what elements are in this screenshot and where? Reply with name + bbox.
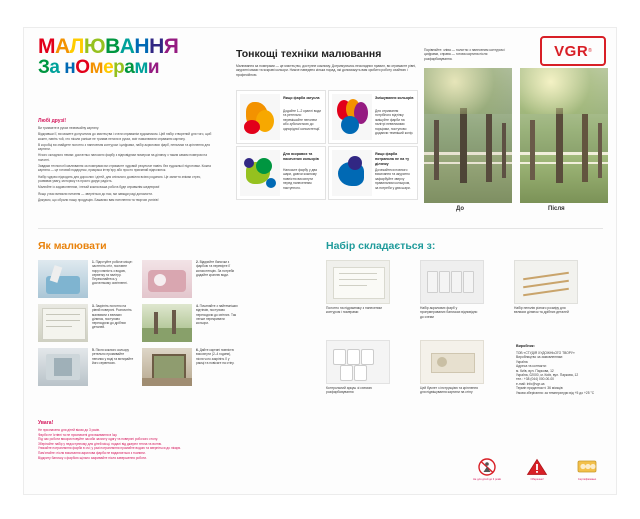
technique-heading: Тонкощі техніки малювання xyxy=(236,48,382,60)
how-step-5 xyxy=(92,348,134,365)
letter-paragraph: Якщо у вас виникли питання — зверніться до нас, ми завжди раді допомогти. xyxy=(38,191,153,196)
company-line: ТОВ «СТУДІЯ ХУДОЖНЬОГО ТВОРУ» xyxy=(516,351,575,355)
title-letter: Н xyxy=(134,35,150,58)
warning-triangle-caption: Обережно! xyxy=(530,478,544,481)
vgr-logo-text: VGR xyxy=(554,42,589,60)
title-letter: А xyxy=(119,35,135,58)
letter-paragraph: Нічого складного немає: достатньо наносити фарбу з відповідним номером на ділянку з таким самим номером на полотні. xyxy=(38,153,207,162)
kit-image-5 xyxy=(420,340,484,384)
company-line: Термін придатності: 36 місяців xyxy=(516,386,563,391)
technique-card-1 xyxy=(236,90,326,144)
certified-icon xyxy=(576,458,598,476)
letter-paragraph: В коробці ви знайдете полотно з нанесеним контуром і цифрами, набір акрилових фарб, пензлики та кріплення для картини. xyxy=(38,142,210,152)
warning-line: Під час роботи використовуйте засоби захисту одягу та поверхні робочого столу. xyxy=(38,437,158,442)
preview-note: Порівняйте: зліва — полотно з нанесеним контуром і цифрами, справа — готова картина після розфарбовування. xyxy=(424,48,506,61)
kit-heading: Набір складається з: xyxy=(326,240,436,252)
how-step-3-text: Закріпіть полотно на рівній поверхні. Розпочніть малювати з великих ділянок, поступово переходячи до дрібних деталей. xyxy=(92,304,132,330)
company-line: e-mail: info@vgr.ua xyxy=(516,381,545,386)
technique-card-2-title: Змішування кольорів xyxy=(375,96,414,100)
warning-line: Відкриту баночку з фарбою щільно закривайте після завершення роботи. xyxy=(38,455,147,460)
title-letter: М xyxy=(38,35,55,58)
title-letter: А xyxy=(55,35,70,58)
how-step-4-num: 4. xyxy=(196,304,199,308)
warning-line: Зберігайте набір у недоступному для дітей місці, подалі від джерел тепла та вогню. xyxy=(38,441,162,446)
title-letter: Л xyxy=(69,35,84,58)
warning-line: Пам'ятайте: після висихання акрилова фарба не видаляється з тканини. xyxy=(38,450,146,455)
technique-image-2 xyxy=(332,94,372,140)
how-image-5 xyxy=(38,348,88,386)
how-heading: Як малювати xyxy=(38,240,107,252)
company-line: Україна, 02000, м. Київ, вул. Паркова, 12 xyxy=(516,373,579,378)
how-step-6-text: Дайте картині повністю висохнути (2–4 години), після чого закріпіть її у рамці та повісьте на стіну. xyxy=(196,348,235,365)
after-label: Після xyxy=(548,206,565,212)
letter-paragraph: Завдяки технології малювання за номерами ви отримаєте чудовий результат навіть без художньої підготовки. Кожна картина — це готовий подарунок, прикраса інтер'єру або просто приємний відпочинок. xyxy=(38,164,211,173)
technique-card-2-text: Для отримання потрібного відтінку змішуйте фарби на палітрі невеликими порціями, поступово додаючи темніший колір. xyxy=(375,109,414,136)
how-step-4-text: Починайте з найтемніших відтінків, поступово переходячи до світлих. Так легше перекривати кольори. xyxy=(196,304,238,326)
technique-card-3 xyxy=(236,146,326,200)
kit-image-3 xyxy=(514,260,578,304)
trademark-symbol: ® xyxy=(588,48,592,54)
how-step-5-num: 5. xyxy=(92,348,95,352)
title-letter: В xyxy=(105,35,120,58)
title-letter: а xyxy=(49,57,60,78)
before-label: До xyxy=(456,206,465,212)
kit-item-2: Набір акрилових фарб у пронумерованих баночках відповідно до схеми xyxy=(420,306,478,319)
letter-paragraph: Ви тримаєте в руках незвичайну картину. xyxy=(38,126,100,130)
technique-card-4-text: Дочекайтеся повного висихання та акуратно зафарбуйте зверху правильним кольором, за потреби у два шари. xyxy=(375,168,411,190)
how-step-4 xyxy=(196,304,238,325)
kit-item-1: Полотно на підрамнику з нанесеним контуром і номерами xyxy=(326,306,382,315)
title-letter: е xyxy=(103,57,114,78)
company-line: Україна xyxy=(516,359,528,364)
title-letter: м xyxy=(134,57,148,78)
title-line-2 xyxy=(38,58,228,78)
how-image-2 xyxy=(142,260,192,298)
warning-line: Уникайте потрапляння фарби в очі; у разі потрапляння промийте водою та зверніться до лікаря. xyxy=(38,446,181,451)
how-step-5-text: Після кожного кольору ретельно промивайте пензлик у воді та витирайте його серветкою. xyxy=(92,348,134,365)
technique-card-1-title: Якщо фарба загусла xyxy=(283,96,320,100)
how-step-1-text: Підготуйте робоче місце: застеліть стіл, поставте поруч ємність з водою, серветку та палітру. Переконайтесь у достатньому освітленні. xyxy=(92,260,133,286)
how-image-4 xyxy=(142,304,192,342)
kit-image-2 xyxy=(420,260,484,304)
technique-card-4-title: Якщо фарба потрапила не на ту ділянку xyxy=(375,152,410,166)
kit-image-4 xyxy=(326,340,390,384)
company-info xyxy=(516,351,600,395)
no-children-under-3-icon xyxy=(476,458,498,476)
how-image-3 xyxy=(38,304,88,342)
technique-card-1-text: Додайте 1–2 краплі води та ретельно перемішайте пензлем або зубочисткою до однорідної консистенції. xyxy=(283,109,321,131)
how-step-1 xyxy=(92,260,134,286)
company-line: Адреса та контакти: xyxy=(516,364,547,369)
booklet-sheet xyxy=(24,28,616,494)
how-step-2-text: Відкрийте баночки з фарбою та перевірте її консистенцію. За потреби додайте краплю води. xyxy=(196,260,235,277)
how-step-3-num: 3. xyxy=(92,304,95,308)
how-step-1-num: 1. xyxy=(92,260,95,264)
title-letter: р xyxy=(113,57,125,78)
title-letter: Н xyxy=(149,35,164,58)
letter-paragraph: Відкривши її, ви можете долучитися до мистецтва і стати справжнім художником. Цей набір створений для того, щоб кожен, навіть той, хто ніколи раніше не тримав пензля в руках, зміг намалювати справжню картину. xyxy=(38,132,212,141)
warning-line: Не призначено для дітей віком до 3 років. xyxy=(38,428,100,432)
company-line: м. Київ, вул. Паркова, 12 xyxy=(516,368,554,373)
title-letter: З xyxy=(38,57,50,78)
how-step-2 xyxy=(196,260,238,277)
technique-image-3 xyxy=(240,150,280,196)
technique-card-3-text: Наносьте фарбу у два шари, даючи кожному повністю висохнути перед нанесенням наступного. xyxy=(283,168,317,190)
title-letter: О xyxy=(75,57,90,78)
technique-image-4 xyxy=(332,150,372,196)
how-step-2-num: 2. xyxy=(196,260,199,264)
technique-card-3-title: Для яскравих та насичених кольорів xyxy=(283,152,319,161)
letter-heading: Любі друзі! xyxy=(38,118,66,124)
no-children-under-3-caption: Не для дітей до 3 років xyxy=(473,478,501,481)
company-line: тел.: +38 (044) 000-00-00 xyxy=(516,377,555,382)
kit-item-5: Цей буклет з інструкцією та кріплення для підвішування картини на стіну xyxy=(420,386,478,395)
title-line-1 xyxy=(38,36,228,57)
letter-paragraph: Набір чудово підходить для дорослих і дітей, для спільного дозвілля всією родиною. Це заняття знімає стрес, розвиває увагу, моторику та просто дарує радість. xyxy=(38,174,202,183)
before-image xyxy=(424,68,512,203)
warning-list xyxy=(38,428,338,460)
company-line: Умови зберігання: за температури від +5 до +25 °С xyxy=(516,390,595,395)
letter-paragraph: Малюйте із задоволенням, і нехай кожна ваша робота буде справжнім шедевром! xyxy=(38,185,160,190)
technique-image-1 xyxy=(240,94,280,140)
how-step-3 xyxy=(92,304,134,330)
title-letter: Ю xyxy=(83,35,106,58)
kit-item-3: Набір пензлів різного розміру для великих ділянок та дрібних деталей xyxy=(514,306,569,315)
warning-heading: Увага! xyxy=(38,420,54,426)
technique-intro: Малювання за номерами — це мистецтво, доступне кожному. Дотримуючись нескладних правил, ви отримаєте рівні, акуратні мазки та яскраві кольори. Нижче наведено кілька порад, які допоможуть вам зробити роботу охайною і професійною. xyxy=(236,64,416,77)
page-title xyxy=(38,36,228,78)
warning-line: Фарби не їстівні та не призначені для вживання в їжу. xyxy=(38,432,118,437)
title-letter: Я xyxy=(163,35,179,58)
how-step-6 xyxy=(196,348,238,365)
letter-body xyxy=(38,126,218,204)
kit-item-4: Контрольний аркуш зі схемою розфарбовування xyxy=(326,386,372,395)
certified-caption: Сертифіковано xyxy=(577,478,597,481)
how-step-6-num: 6. xyxy=(196,348,199,352)
how-image-6 xyxy=(142,348,192,386)
section-divider xyxy=(38,228,603,229)
title-letter: и xyxy=(147,57,160,78)
technique-card-4 xyxy=(328,146,418,200)
title-letter: а xyxy=(124,57,135,78)
title-letter: н xyxy=(64,57,76,78)
after-image xyxy=(520,68,608,203)
warning-triangle-icon xyxy=(526,458,548,476)
company-title: Виробник: xyxy=(516,344,535,348)
technique-card-2 xyxy=(328,90,418,144)
company-line: Виробництво за замовленням: xyxy=(516,355,563,360)
letter-paragraph: Дякуємо, що обрали нашу продукцію. Бажаємо вам натхнення та творчих успіхів! xyxy=(38,197,159,202)
title-letter: м xyxy=(89,57,104,78)
kit-image-1 xyxy=(326,260,390,304)
vgr-logo xyxy=(540,36,606,66)
how-image-1 xyxy=(38,260,88,298)
